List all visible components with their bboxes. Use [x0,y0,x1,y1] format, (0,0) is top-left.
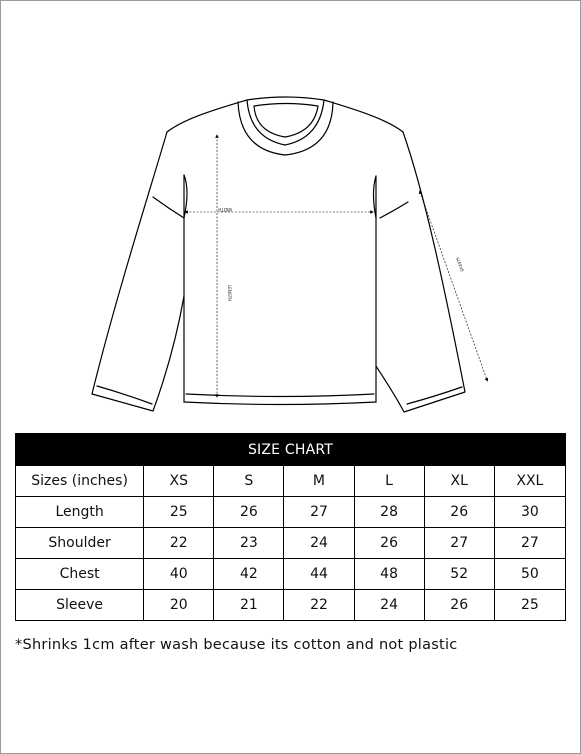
size-chart-table [15,433,566,621]
table-cell: 27 [494,528,565,559]
table-cell: 27 [424,528,494,559]
table-cell: 23 [214,528,284,559]
table-cell: 26 [354,528,424,559]
table-cell: 28 [354,497,424,528]
table-cell: 24 [284,528,354,559]
table-cell: 48 [354,559,424,590]
table-cell: 26 [424,590,494,621]
header-cell: M [284,466,354,497]
left-sleeve [92,132,184,411]
table-cell: 25 [144,497,214,528]
left-cuff-seam [97,386,152,404]
shrink-note: *Shrinks 1cm after wash because its cotton and not plastic [15,637,458,653]
table-row-sleeve [16,590,566,621]
table-row-shoulder [16,528,566,559]
collar-inner [254,104,318,138]
table-cell: 26 [214,497,284,528]
row-label: Sleeve [16,590,144,621]
sleeve-arrow [420,192,487,380]
table-cell: 21 [214,590,284,621]
left-sleeve-seam [153,197,184,218]
header-cell: S [214,466,284,497]
table-cell: 27 [284,497,354,528]
table-cell: 30 [494,497,565,528]
table-cell: 40 [144,559,214,590]
table-cell: 44 [284,559,354,590]
sleeve-label: SLEEVE [455,256,465,273]
table-cell: 25 [494,590,565,621]
hem [184,402,376,405]
table-cell: 22 [284,590,354,621]
table-row-length [16,497,566,528]
width-label: WIDTH [218,207,232,212]
row-label: Shoulder [16,528,144,559]
header-cell: XS [144,466,214,497]
header-row [16,466,566,497]
table-cell: 24 [354,590,424,621]
table-cell: 52 [424,559,494,590]
table-cell: 22 [144,528,214,559]
header-cell: XXL [494,466,565,497]
right-sleeve-seam [380,202,408,218]
row-label: Chest [16,559,144,590]
header-cell: XL [424,466,494,497]
table-row-chest [16,559,566,590]
length-label: LENGTH [227,285,232,302]
table-cell: 42 [214,559,284,590]
table-cell: 26 [424,497,494,528]
size-chart-title: SIZE CHART [16,434,566,466]
row-label: Length [16,497,144,528]
table-cell: 50 [494,559,565,590]
header-cell: Sizes (inches) [16,466,144,497]
header-cell: L [354,466,424,497]
collar-seam [238,102,333,155]
table-cell: 20 [144,590,214,621]
hem-seam [186,394,374,397]
right-sleeve [376,132,465,412]
